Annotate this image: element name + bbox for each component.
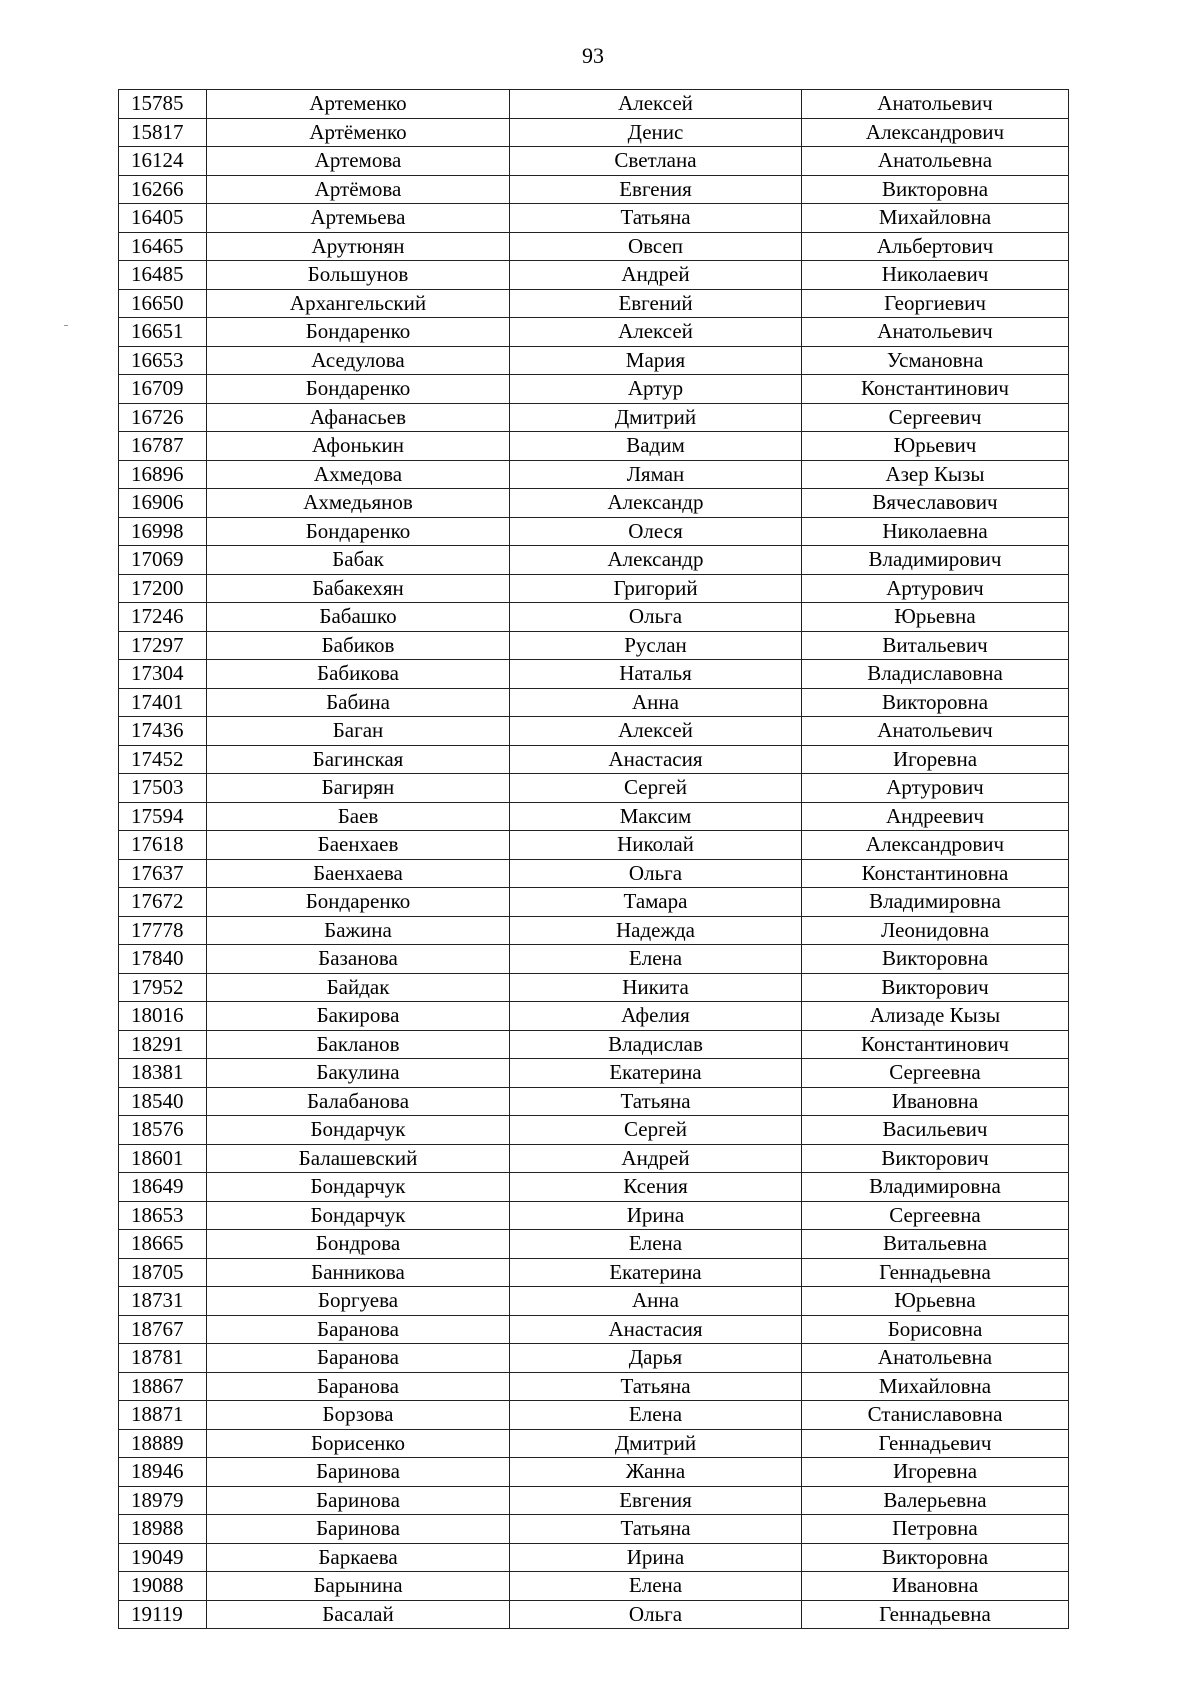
first-name-cell: Надежда [510, 916, 802, 945]
surname-cell: Басалай [207, 1600, 510, 1629]
surname-cell: Большунов [207, 261, 510, 290]
patronymic-cell: Андреевич [802, 802, 1069, 831]
table-row [119, 1230, 1069, 1259]
surname-cell: Бондаренко [207, 375, 510, 404]
surname-cell: Бондарчук [207, 1201, 510, 1230]
patronymic-cell: Станиславовна [802, 1401, 1069, 1430]
table-row [119, 802, 1069, 831]
table-row [119, 118, 1069, 147]
record-id-cell: 15785 [119, 90, 207, 119]
first-name-cell: Вадим [510, 432, 802, 461]
patronymic-cell: Артурович [802, 774, 1069, 803]
first-name-cell: Дмитрий [510, 1429, 802, 1458]
surname-cell: Бакулина [207, 1059, 510, 1088]
patronymic-cell: Игоревна [802, 745, 1069, 774]
patronymic-cell: Ивановна [802, 1572, 1069, 1601]
table-row [119, 1600, 1069, 1629]
record-id-cell: 16650 [119, 289, 207, 318]
patronymic-cell: Ализаде Кызы [802, 1002, 1069, 1031]
surname-cell: Бондарчук [207, 1173, 510, 1202]
surname-cell: Бондаренко [207, 517, 510, 546]
patronymic-cell: Александрович [802, 831, 1069, 860]
first-name-cell: Никита [510, 973, 802, 1002]
surname-cell: Баранова [207, 1344, 510, 1373]
first-name-cell: Олеся [510, 517, 802, 546]
surname-cell: Баев [207, 802, 510, 831]
scan-speck [64, 325, 68, 326]
record-id-cell: 18381 [119, 1059, 207, 1088]
surname-cell: Баранова [207, 1372, 510, 1401]
first-name-cell: Сергей [510, 1116, 802, 1145]
surname-cell: Ахмедьянов [207, 489, 510, 518]
first-name-cell: Татьяна [510, 1087, 802, 1116]
first-name-cell: Ирина [510, 1543, 802, 1572]
first-name-cell: Анна [510, 688, 802, 717]
table-row [119, 289, 1069, 318]
table-row [119, 1002, 1069, 1031]
table-row [119, 318, 1069, 347]
patronymic-cell: Геннадьевна [802, 1258, 1069, 1287]
page-number: 93 [582, 43, 604, 68]
registry-table [118, 89, 1069, 1629]
patronymic-cell: Викторовна [802, 688, 1069, 717]
first-name-cell: Афелия [510, 1002, 802, 1031]
record-id-cell: 18665 [119, 1230, 207, 1259]
table-row [119, 1372, 1069, 1401]
first-name-cell: Алексей [510, 717, 802, 746]
table-row [119, 1258, 1069, 1287]
surname-cell: Бондрова [207, 1230, 510, 1259]
patronymic-cell: Сергеевна [802, 1059, 1069, 1088]
first-name-cell: Ирина [510, 1201, 802, 1230]
record-id-cell: 18867 [119, 1372, 207, 1401]
table-row [119, 973, 1069, 1002]
surname-cell: Баган [207, 717, 510, 746]
surname-cell: Артёмова [207, 175, 510, 204]
patronymic-cell: Александрович [802, 118, 1069, 147]
patronymic-cell: Артурович [802, 574, 1069, 603]
first-name-cell: Андрей [510, 261, 802, 290]
record-id-cell: 18540 [119, 1087, 207, 1116]
first-name-cell: Татьяна [510, 204, 802, 233]
first-name-cell: Николай [510, 831, 802, 860]
table-row [119, 1030, 1069, 1059]
patronymic-cell: Геннадьевна [802, 1600, 1069, 1629]
patronymic-cell: Михайловна [802, 204, 1069, 233]
record-id-cell: 16465 [119, 232, 207, 261]
first-name-cell: Татьяна [510, 1372, 802, 1401]
table-row [119, 517, 1069, 546]
record-id-cell: 17618 [119, 831, 207, 860]
surname-cell: Багирян [207, 774, 510, 803]
record-id-cell: 16651 [119, 318, 207, 347]
patronymic-cell: Васильевич [802, 1116, 1069, 1145]
surname-cell: Бабакехян [207, 574, 510, 603]
first-name-cell: Елена [510, 1572, 802, 1601]
table-row [119, 546, 1069, 575]
record-id-cell: 17952 [119, 973, 207, 1002]
first-name-cell: Овсеп [510, 232, 802, 261]
patronymic-cell: Юрьевич [802, 432, 1069, 461]
first-name-cell: Ольга [510, 859, 802, 888]
surname-cell: Бабашко [207, 603, 510, 632]
record-id-cell: 18767 [119, 1315, 207, 1344]
patronymic-cell: Владимирович [802, 546, 1069, 575]
patronymic-cell: Владимировна [802, 888, 1069, 917]
first-name-cell: Ляман [510, 460, 802, 489]
first-name-cell: Анастасия [510, 1315, 802, 1344]
table-row [119, 1486, 1069, 1515]
patronymic-cell: Викторович [802, 973, 1069, 1002]
record-id-cell: 16124 [119, 147, 207, 176]
surname-cell: Бондаренко [207, 888, 510, 917]
patronymic-cell: Викторовна [802, 945, 1069, 974]
surname-cell: Артёменко [207, 118, 510, 147]
record-id-cell: 18705 [119, 1258, 207, 1287]
surname-cell: Бондарчук [207, 1116, 510, 1145]
record-id-cell: 16653 [119, 346, 207, 375]
record-id-cell: 18653 [119, 1201, 207, 1230]
patronymic-cell: Ивановна [802, 1087, 1069, 1116]
patronymic-cell: Николаевич [802, 261, 1069, 290]
record-id-cell: 17069 [119, 546, 207, 575]
surname-cell: Бондаренко [207, 318, 510, 347]
surname-cell: Баринова [207, 1486, 510, 1515]
table-row [119, 574, 1069, 603]
patronymic-cell: Леонидовна [802, 916, 1069, 945]
surname-cell: Базанова [207, 945, 510, 974]
patronymic-cell: Михайловна [802, 1372, 1069, 1401]
patronymic-cell: Витальевич [802, 631, 1069, 660]
record-id-cell: 15817 [119, 118, 207, 147]
table-row [119, 460, 1069, 489]
record-id-cell: 19119 [119, 1600, 207, 1629]
patronymic-cell: Валерьевна [802, 1486, 1069, 1515]
record-id-cell: 18576 [119, 1116, 207, 1145]
first-name-cell: Татьяна [510, 1515, 802, 1544]
first-name-cell: Евгения [510, 1486, 802, 1515]
patronymic-cell: Петровна [802, 1515, 1069, 1544]
record-id-cell: 18871 [119, 1401, 207, 1430]
first-name-cell: Андрей [510, 1144, 802, 1173]
patronymic-cell: Анатольевна [802, 1344, 1069, 1373]
surname-cell: Баранова [207, 1315, 510, 1344]
patronymic-cell: Анатольевич [802, 90, 1069, 119]
patronymic-cell: Константинович [802, 1030, 1069, 1059]
first-name-cell: Наталья [510, 660, 802, 689]
first-name-cell: Алексей [510, 90, 802, 119]
record-id-cell: 17452 [119, 745, 207, 774]
record-id-cell: 16896 [119, 460, 207, 489]
surname-cell: Артемова [207, 147, 510, 176]
record-id-cell: 17436 [119, 717, 207, 746]
first-name-cell: Дмитрий [510, 403, 802, 432]
table-row [119, 346, 1069, 375]
table-row [119, 261, 1069, 290]
first-name-cell: Тамара [510, 888, 802, 917]
patronymic-cell: Анатольевич [802, 318, 1069, 347]
patronymic-cell: Константинович [802, 375, 1069, 404]
first-name-cell: Елена [510, 1401, 802, 1430]
table-row [119, 916, 1069, 945]
first-name-cell: Анна [510, 1287, 802, 1316]
patronymic-cell: Сергеевна [802, 1201, 1069, 1230]
surname-cell: Баркаева [207, 1543, 510, 1572]
record-id-cell: 16787 [119, 432, 207, 461]
patronymic-cell: Юрьевна [802, 603, 1069, 632]
record-id-cell: 18946 [119, 1458, 207, 1487]
table-row [119, 774, 1069, 803]
surname-cell: Багинская [207, 745, 510, 774]
patronymic-cell: Анатольевна [802, 147, 1069, 176]
first-name-cell: Евгений [510, 289, 802, 318]
surname-cell: Бажина [207, 916, 510, 945]
surname-cell: Бабикова [207, 660, 510, 689]
first-name-cell: Григорий [510, 574, 802, 603]
patronymic-cell: Азер Кызы [802, 460, 1069, 489]
record-id-cell: 16485 [119, 261, 207, 290]
record-id-cell: 18781 [119, 1344, 207, 1373]
surname-cell: Балабанова [207, 1087, 510, 1116]
table-row [119, 688, 1069, 717]
table-row [119, 1572, 1069, 1601]
table-row [119, 1059, 1069, 1088]
surname-cell: Аседулова [207, 346, 510, 375]
record-id-cell: 17401 [119, 688, 207, 717]
patronymic-cell: Викторовна [802, 175, 1069, 204]
table-row [119, 1543, 1069, 1572]
surname-cell: Архангельский [207, 289, 510, 318]
record-id-cell: 18016 [119, 1002, 207, 1031]
table-row [119, 1315, 1069, 1344]
surname-cell: Бакланов [207, 1030, 510, 1059]
record-id-cell: 17594 [119, 802, 207, 831]
record-id-cell: 18988 [119, 1515, 207, 1544]
table-row [119, 745, 1069, 774]
table-row [119, 1429, 1069, 1458]
table-row [119, 1287, 1069, 1316]
patronymic-cell: Игоревна [802, 1458, 1069, 1487]
surname-cell: Артемьева [207, 204, 510, 233]
surname-cell: Ахмедова [207, 460, 510, 489]
table-row [119, 603, 1069, 632]
record-id-cell: 18889 [119, 1429, 207, 1458]
first-name-cell: Ольга [510, 603, 802, 632]
table-row [119, 1344, 1069, 1373]
surname-cell: Баринова [207, 1458, 510, 1487]
table-row [119, 888, 1069, 917]
patronymic-cell: Усмановна [802, 346, 1069, 375]
record-id-cell: 16726 [119, 403, 207, 432]
first-name-cell: Владислав [510, 1030, 802, 1059]
first-name-cell: Елена [510, 1230, 802, 1259]
surname-cell: Афанасьев [207, 403, 510, 432]
record-id-cell: 16709 [119, 375, 207, 404]
table-row [119, 403, 1069, 432]
table-row [119, 375, 1069, 404]
record-id-cell: 16266 [119, 175, 207, 204]
registry-table-body [119, 90, 1069, 1629]
table-row [119, 717, 1069, 746]
surname-cell: Борисенко [207, 1429, 510, 1458]
surname-cell: Бабина [207, 688, 510, 717]
surname-cell: Банникова [207, 1258, 510, 1287]
patronymic-cell: Юрьевна [802, 1287, 1069, 1316]
record-id-cell: 18649 [119, 1173, 207, 1202]
record-id-cell: 17246 [119, 603, 207, 632]
first-name-cell: Жанна [510, 1458, 802, 1487]
record-id-cell: 18601 [119, 1144, 207, 1173]
record-id-cell: 17503 [119, 774, 207, 803]
record-id-cell: 17637 [119, 859, 207, 888]
patronymic-cell: Борисовна [802, 1315, 1069, 1344]
table-row [119, 232, 1069, 261]
patronymic-cell: Вячеславович [802, 489, 1069, 518]
patronymic-cell: Геннадьевич [802, 1429, 1069, 1458]
record-id-cell: 16906 [119, 489, 207, 518]
first-name-cell: Елена [510, 945, 802, 974]
record-id-cell: 17304 [119, 660, 207, 689]
table-row [119, 204, 1069, 233]
table-row [119, 489, 1069, 518]
record-id-cell: 18731 [119, 1287, 207, 1316]
first-name-cell: Мария [510, 346, 802, 375]
table-row [119, 147, 1069, 176]
first-name-cell: Дарья [510, 1344, 802, 1373]
surname-cell: Бакирова [207, 1002, 510, 1031]
first-name-cell: Максим [510, 802, 802, 831]
record-id-cell: 18979 [119, 1486, 207, 1515]
record-id-cell: 17297 [119, 631, 207, 660]
first-name-cell: Алексей [510, 318, 802, 347]
table-row [119, 1515, 1069, 1544]
surname-cell: Артеменко [207, 90, 510, 119]
first-name-cell: Екатерина [510, 1059, 802, 1088]
table-row [119, 945, 1069, 974]
patronymic-cell: Константиновна [802, 859, 1069, 888]
table-row [119, 1087, 1069, 1116]
surname-cell: Бабиков [207, 631, 510, 660]
table-row [119, 175, 1069, 204]
table-row [119, 1173, 1069, 1202]
first-name-cell: Екатерина [510, 1258, 802, 1287]
patronymic-cell: Георгиевич [802, 289, 1069, 318]
first-name-cell: Анастасия [510, 745, 802, 774]
table-row [119, 432, 1069, 461]
table-row [119, 1201, 1069, 1230]
first-name-cell: Александр [510, 489, 802, 518]
table-row [119, 1401, 1069, 1430]
surname-cell: Баенхаев [207, 831, 510, 860]
surname-cell: Боргуева [207, 1287, 510, 1316]
surname-cell: Борзова [207, 1401, 510, 1430]
table-row [119, 1144, 1069, 1173]
record-id-cell: 18291 [119, 1030, 207, 1059]
table-row [119, 831, 1069, 860]
patronymic-cell: Викторович [802, 1144, 1069, 1173]
first-name-cell: Евгения [510, 175, 802, 204]
record-id-cell: 19088 [119, 1572, 207, 1601]
first-name-cell: Ольга [510, 1600, 802, 1629]
surname-cell: Бабак [207, 546, 510, 575]
record-id-cell: 16405 [119, 204, 207, 233]
table-row [119, 660, 1069, 689]
table-row [119, 859, 1069, 888]
patronymic-cell: Альбертович [802, 232, 1069, 261]
patronymic-cell: Анатольевич [802, 717, 1069, 746]
surname-cell: Балашевский [207, 1144, 510, 1173]
record-id-cell: 16998 [119, 517, 207, 546]
surname-cell: Афонькин [207, 432, 510, 461]
record-id-cell: 17200 [119, 574, 207, 603]
first-name-cell: Артур [510, 375, 802, 404]
first-name-cell: Денис [510, 118, 802, 147]
first-name-cell: Светлана [510, 147, 802, 176]
surname-cell: Барынина [207, 1572, 510, 1601]
first-name-cell: Ксения [510, 1173, 802, 1202]
patronymic-cell: Николаевна [802, 517, 1069, 546]
patronymic-cell: Сергеевич [802, 403, 1069, 432]
patronymic-cell: Владимировна [802, 1173, 1069, 1202]
table-row [119, 1458, 1069, 1487]
surname-cell: Байдак [207, 973, 510, 1002]
record-id-cell: 17672 [119, 888, 207, 917]
table-row [119, 1116, 1069, 1145]
record-id-cell: 17778 [119, 916, 207, 945]
first-name-cell: Александр [510, 546, 802, 575]
patronymic-cell: Витальевна [802, 1230, 1069, 1259]
table-row [119, 90, 1069, 119]
surname-cell: Баринова [207, 1515, 510, 1544]
first-name-cell: Руслан [510, 631, 802, 660]
first-name-cell: Сергей [510, 774, 802, 803]
record-id-cell: 19049 [119, 1543, 207, 1572]
patronymic-cell: Владиславовна [802, 660, 1069, 689]
surname-cell: Арутюнян [207, 232, 510, 261]
table-row [119, 631, 1069, 660]
patronymic-cell: Викторовна [802, 1543, 1069, 1572]
surname-cell: Баенхаева [207, 859, 510, 888]
record-id-cell: 17840 [119, 945, 207, 974]
